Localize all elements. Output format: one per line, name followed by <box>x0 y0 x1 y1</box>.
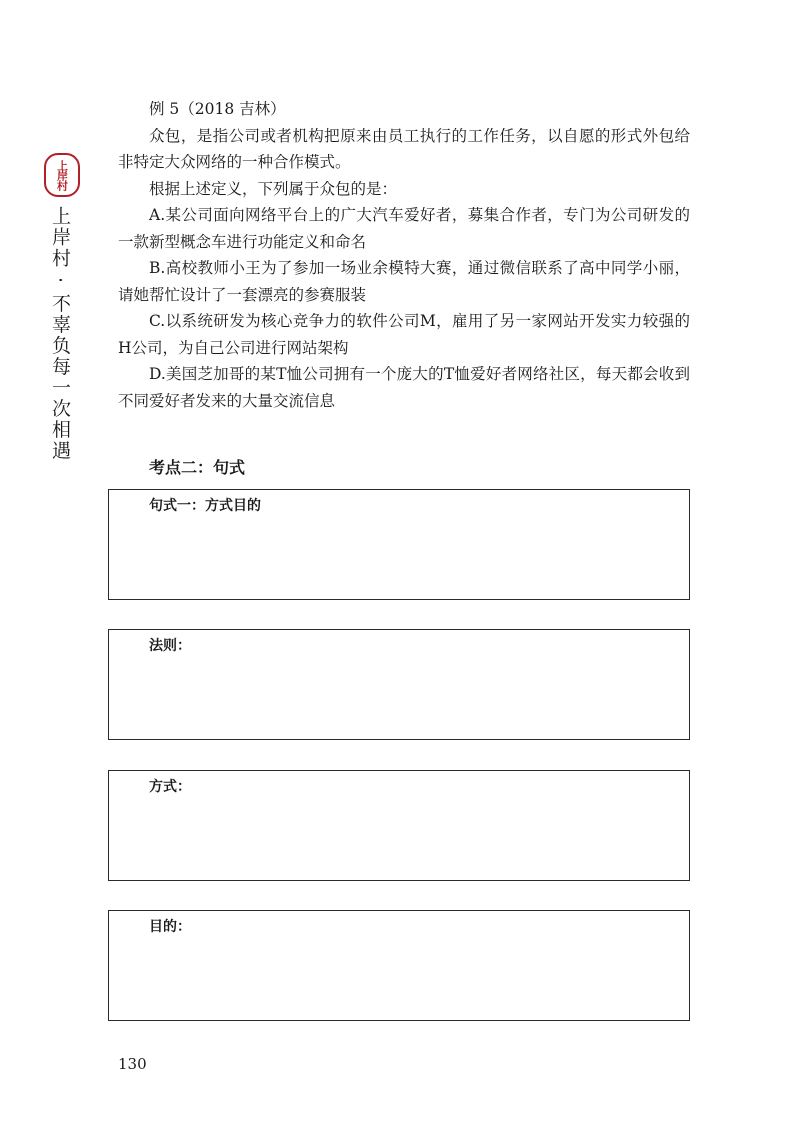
example-definition: 众包，是指公司或者机构把原来由员工执行的工作任务，以自愿的形式外包给非特定大众网络的一种合作模式。 <box>118 126 690 171</box>
example-block <box>118 96 690 414</box>
option-b: B.高校教师小王为了参加一场业余模特大赛，通过微信联系了高中同学小丽，请她帮忙设计了一套漂亮的参赛服装 <box>118 259 690 304</box>
note-box-rule <box>108 629 690 740</box>
option-a: A.某公司面向网络平台上的广大汽车爱好者，募集合作者，专门为公司研发的一款新型概念车进行功能定义和命名 <box>118 206 690 251</box>
example-question: 根据上述定义，下列属于众包的是： <box>149 179 398 198</box>
example-title: 例 5（2018 吉林） <box>149 100 286 118</box>
note-box-sentence-pattern <box>108 489 690 600</box>
seal-text: 上岸村 <box>55 160 69 190</box>
option-d: D.美国芝加哥的某T恤公司拥有一个庞大的T恤爱好者网络社区，每天都会收到不同爱好者发来的大量交流信息 <box>118 365 690 410</box>
box-label: 句式一：方式目的 <box>149 498 261 514</box>
side-slogan: 上岸村 · 不辜负每一次相遇 <box>49 206 71 462</box>
brand-seal <box>44 153 80 197</box>
note-box-method <box>108 770 690 881</box>
box-label: 法则： <box>149 638 191 654</box>
note-box-purpose <box>108 910 690 1021</box>
box-label: 目的： <box>149 919 191 935</box>
box-label: 方式： <box>149 779 191 795</box>
option-c: C.以系统研发为核心竞争力的软件公司M，雇用了另一家网站开发实力较强的H公司，为自己公司进行网站架构 <box>118 312 690 357</box>
section-heading: 考点二：句式 <box>149 458 246 477</box>
page-number: 130 <box>118 1055 147 1073</box>
